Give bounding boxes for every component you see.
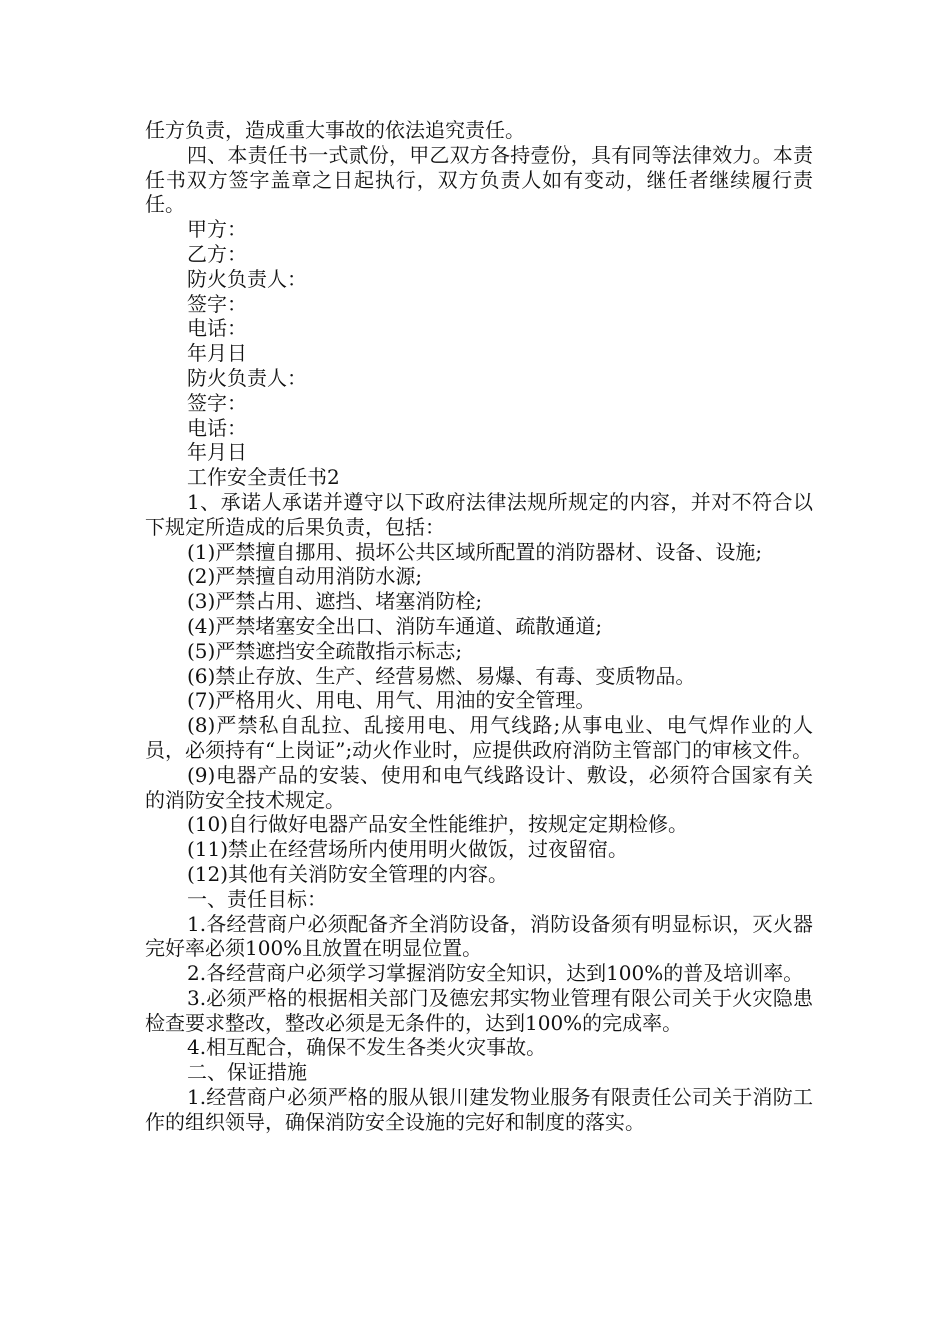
paragraph: 1.经营商户必须严格的服从银川建发物业服务有限责任公司关于消防工作的组织领导，确保消防安全设施的完好和制度的落实。 [145,1085,813,1134]
paragraph: 签字： [187,390,247,415]
document-body [145,118,813,1135]
paragraph: 年月日 [187,341,247,366]
paragraph: 3.必须严格的根据相关部门及德宏邦实物业管理有限公司关于火灾隐患检查要求整改，整改必须是无条件的，达到100%的完成率。 [145,985,813,1035]
paragraph: (7)严格用火、用电、用气、用油的安全管理。 [187,688,596,713]
paragraph: (10)自行做好电器产品安全性能维护，按规定定期检修。 [187,812,689,837]
paragraph: (11)禁止在经营场所内使用明火做饭，过夜留宿。 [187,837,629,862]
paragraph: (12)其他有关消防安全管理的内容。 [187,861,509,886]
paragraph: (5)严禁遮挡安全疏散指示标志; [187,638,463,663]
paragraph: 1、承诺人承诺并遵守以下政府法律法规所规定的内容，并对不符合以下规定所造成的后果负责，包括： [145,489,813,539]
paragraph: (3)严禁占用、遮挡、堵塞消防栓; [187,589,483,614]
paragraph: 电话： [187,415,247,440]
paragraph: 乙方： [187,241,247,266]
paragraph: (4)严禁堵塞安全出口、消防车通道、疏散通道; [187,613,603,638]
paragraph: 二、保证措施 [187,1060,307,1085]
paragraph: (2)严禁擅自动用消防水源; [187,564,423,589]
paragraph: 防火负责人： [187,365,307,390]
paragraph: (8)严禁私自乱拉、乱接用电、用气线路;从事电业、电气焊作业的人员，必须持有“上岗证”;动火作业时，应提供政府消防主管部门的审核文件。 [145,713,813,762]
paragraph: 一、责任目标： [187,886,327,911]
paragraph: (1)严禁擅自挪用、损坏公共区域所配置的消防器材、设备、设施; [187,539,763,564]
paragraph: 签字： [187,291,247,316]
paragraph: 年月日 [187,440,247,465]
paragraph: 2.各经营商户必须学习掌握消防安全知识，达到100%的普及培训率。 [187,961,804,986]
paragraph: 甲方： [187,217,247,242]
paragraph: 电话： [187,316,247,341]
paragraph: 四、本责任书一式贰份，甲乙双方各持壹份，具有同等法律效力。本责任书双方签字盖章之日起执行，双方负责人如有变动，继任者继续履行责任。 [145,142,813,217]
paragraph: 防火负责人： [187,266,307,291]
paragraph: 任方负责，造成重大事故的依法追究责任。 [145,118,525,142]
paragraph: 1.各经营商户必须配备齐全消防设备，消防设备须有明显标识，灭火器完好率必须100%且放置在明显位置。 [145,911,813,961]
paragraph: (9)电器产品的安装、使用和电气线路设计、敷设，必须符合国家有关的消防安全技术规定。 [145,762,813,812]
paragraph: 4.相互配合，确保不发生各类火灾事故。 [187,1035,547,1060]
paragraph: 工作安全责任书2 [187,465,340,490]
paragraph: (6)禁止存放、生产、经营易燃、易爆、有毒、变质物品。 [187,663,696,688]
